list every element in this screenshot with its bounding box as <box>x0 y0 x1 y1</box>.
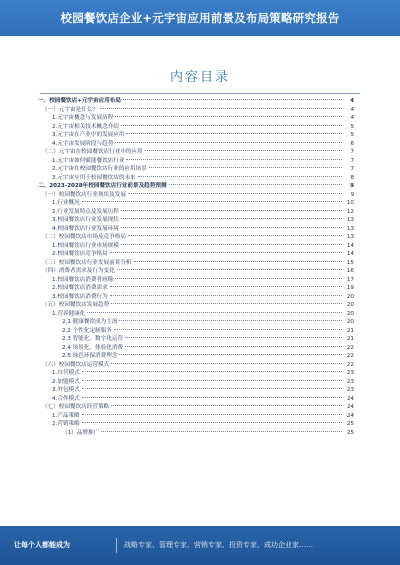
toc-entry-text: （1）品牌推广 <box>62 429 100 436</box>
toc-entry[interactable] <box>38 276 354 285</box>
toc-entry[interactable] <box>38 131 354 140</box>
toc-entry-text: 1.元宇宙如何赋能餐饮店行业 <box>52 157 125 164</box>
toc-page-number: 9 <box>350 183 354 189</box>
toc-entry[interactable] <box>38 233 354 242</box>
toc-entry[interactable] <box>38 327 354 336</box>
toc-page-number: 8 <box>350 174 354 181</box>
toc-leader-dots <box>82 422 342 423</box>
toc-entry[interactable] <box>38 216 354 225</box>
toc-page-number: 6 <box>350 140 354 147</box>
toc-leader-dots <box>82 388 342 389</box>
toc-entry-text: 1.自营模式 <box>52 370 80 376</box>
toc-entry[interactable] <box>38 267 354 276</box>
toc-entry[interactable] <box>38 318 354 327</box>
toc-entry[interactable] <box>38 208 354 217</box>
toc-leader-dots <box>111 405 342 406</box>
toc-page-number: 7 <box>350 157 354 164</box>
toc-entry[interactable] <box>38 123 354 132</box>
toc-page-number: 14 <box>346 251 354 257</box>
toc-entry-text: （三）校园餐饮店行业发展前景分析 <box>42 259 132 266</box>
toc-entry-text: 2.5 绿色环保消费理念 <box>62 353 118 359</box>
toc-entry-text: 一、校园餐饮店+元宇宙应用布局 <box>38 98 121 104</box>
toc-entry-text: 2.营销策略 <box>52 421 80 427</box>
toc-page-number: 5 <box>350 123 354 130</box>
toc-leader-dots <box>115 278 342 279</box>
toc-leader-dots <box>145 150 342 151</box>
toc-page-number: 20 <box>346 302 354 308</box>
toc-entry-text: 2.校园餐饮店竞争格局 <box>52 251 108 257</box>
toc-entry[interactable] <box>38 242 354 251</box>
toc-page-number: 15 <box>346 259 354 266</box>
toc-leader-dots <box>134 261 342 262</box>
toc-leader-dots <box>121 210 342 211</box>
toc-entry-text: 2.校园餐饮店消费需求 <box>52 285 108 291</box>
toc-entry-text: 4.校园餐饮店行业发展环境 <box>52 225 119 232</box>
toc-leader-dots <box>138 176 342 177</box>
toc-leader-dots <box>115 116 342 117</box>
toc-leader-dots <box>111 303 342 304</box>
toc-leader-dots <box>117 269 342 270</box>
toc-entry[interactable] <box>38 412 354 421</box>
toc-entry[interactable] <box>38 106 354 115</box>
toc-leader-dots <box>125 337 342 338</box>
toc-divider <box>40 93 360 94</box>
toc-entry-text: （一）元宇宙是什么？ <box>42 106 98 113</box>
toc-entry[interactable] <box>38 369 354 378</box>
toc-page-number: 25 <box>346 429 354 436</box>
toc-entry-text: 2.3 智能化、数字化运营 <box>62 336 124 342</box>
toc-entry[interactable] <box>38 403 354 412</box>
toc-leader-dots <box>82 414 342 415</box>
toc-entry[interactable] <box>38 352 354 361</box>
toc-entry-text: 2.元宇宙在校园餐饮店行业的应用场景 <box>52 166 147 172</box>
toc-entry-text: （七）校园餐饮店经营策略 <box>42 404 110 410</box>
toc-leader-dots <box>114 329 342 330</box>
toc-page-number: 24 <box>346 412 354 419</box>
toc-entry[interactable] <box>38 97 354 106</box>
toc-page-number: 23 <box>346 387 354 393</box>
toc-leader-dots <box>82 371 342 372</box>
toc-entry[interactable] <box>38 140 354 149</box>
toc-entry-text: 4.元宇宙发展阶段与趋势 <box>52 140 114 147</box>
toc-entry-text: （四）消费者需求及行为变化 <box>42 268 115 274</box>
toc-leader-dots <box>121 125 342 126</box>
toc-entry-text: 3.元宇宙在产业中的发展应用 <box>52 132 125 138</box>
toc-entry-text: （二）元宇宙在校园餐饮店行业中的应用 <box>42 149 143 155</box>
toc-leader-dots <box>110 286 342 287</box>
toc-entry-text: 2.1 健康餐饮成为主流 <box>62 319 118 325</box>
table-of-contents <box>38 97 354 437</box>
toc-entry[interactable] <box>38 182 354 191</box>
toc-entry[interactable] <box>38 148 354 157</box>
toc-leader-dots <box>119 320 342 321</box>
toc-entry-text: （二）校园餐饮店市场及竞争格局 <box>42 234 126 240</box>
toc-leader-dots <box>110 295 342 296</box>
toc-leader-dots <box>82 397 342 398</box>
toc-entry[interactable] <box>38 420 354 429</box>
toc-page-number: 21 <box>346 327 354 334</box>
toc-entry-text: 2.4 场景化、体验化消费 <box>62 344 124 351</box>
toc-leader-dots <box>87 312 342 313</box>
toc-entry-text: （五）校园餐饮店发展趋势 <box>42 302 110 308</box>
toc-entry-text: 2.行业发展特点及发展历程 <box>52 208 119 215</box>
toc-entry[interactable] <box>38 293 354 302</box>
toc-leader-dots <box>121 244 342 245</box>
toc-entry[interactable] <box>38 191 354 200</box>
toc-page-number: 24 <box>346 404 354 410</box>
toc-page-number: 24 <box>346 395 354 402</box>
report-title-banner <box>0 0 400 36</box>
toc-page-number: 4 <box>350 98 354 104</box>
toc-leader-dots <box>121 218 342 219</box>
toc-entry[interactable] <box>38 284 354 293</box>
toc-page-number: 7 <box>350 166 354 172</box>
toc-entry-text: 3.校园餐饮店消费行为 <box>52 293 108 300</box>
toc-entry[interactable] <box>38 174 354 183</box>
toc-entry-text: 1.产品策略 <box>52 412 80 419</box>
toc-entry-text: 4.合作模式 <box>52 395 80 402</box>
toc-entry[interactable] <box>38 361 354 370</box>
toc-page-number: 4 <box>350 115 354 121</box>
toc-leader-dots <box>125 346 342 347</box>
toc-page-number: 9 <box>350 191 354 198</box>
toc-entry[interactable] <box>38 165 354 174</box>
toc-entry[interactable] <box>38 225 354 234</box>
toc-page-number: 13 <box>346 225 354 232</box>
toc-leader-dots <box>169 184 342 185</box>
toc-entry[interactable] <box>38 301 354 310</box>
toc-leader-dots <box>110 252 342 253</box>
toc-entry[interactable] <box>38 310 354 319</box>
toc-leader-dots <box>100 108 342 109</box>
footer-services: 战略专家、管理专家、营销专家、投资专家、成功企业家…… <box>124 541 313 549</box>
toc-page-number: 19 <box>346 285 354 291</box>
toc-leader-dots <box>123 99 342 100</box>
toc-entry[interactable] <box>38 259 354 268</box>
toc-page-number: 25 <box>346 421 354 427</box>
toc-entry[interactable] <box>38 250 354 259</box>
toc-leader-dots <box>101 431 342 432</box>
toc-page-number: 14 <box>346 242 354 249</box>
toc-leader-dots <box>126 159 342 160</box>
toc-entry-text: 3.校园餐饮店行业发展现状 <box>52 217 119 223</box>
toc-entry[interactable] <box>38 395 354 404</box>
toc-page-number: 10 <box>346 200 354 206</box>
toc-page-number: 13 <box>346 217 354 223</box>
toc-page-number: 21 <box>346 336 354 342</box>
toc-page-number: 23 <box>346 378 354 385</box>
toc-entry[interactable] <box>38 335 354 344</box>
toc-entry-text: 3.外包模式 <box>52 387 80 393</box>
toc-leader-dots <box>126 133 342 134</box>
footer-slogan: 让每个人都能成为 <box>14 541 70 549</box>
toc-entry-text: 1.校园餐饮店消费者画像 <box>52 276 114 283</box>
toc-page-number: 4 <box>350 106 354 113</box>
toc-page-number: 16 <box>346 268 354 274</box>
toc-page-number: 22 <box>346 361 354 368</box>
toc-entry-text: 2.加盟模式 <box>52 378 80 385</box>
toc-entry[interactable] <box>38 157 354 166</box>
toc-page-number: 17 <box>346 276 354 283</box>
toc-page-number: 20 <box>346 310 354 317</box>
toc-page-number: 20 <box>346 319 354 325</box>
toc-leader-dots <box>82 201 342 202</box>
report-title: 校园餐饮店企业+元宇宙应用前景及布局策略研究报告 <box>60 11 340 25</box>
toc-page-number: 22 <box>346 353 354 359</box>
toc-leader-dots <box>149 167 342 168</box>
toc-leader-dots <box>82 380 342 381</box>
toc-entry-text: 2.2 个性化定制服务 <box>62 327 112 334</box>
toc-entry[interactable] <box>38 378 354 387</box>
toc-leader-dots <box>128 235 342 236</box>
toc-leader-dots <box>111 363 342 364</box>
toc-page-number: 5 <box>350 132 354 138</box>
toc-entry[interactable] <box>38 199 354 208</box>
toc-page-number: 13 <box>346 234 354 240</box>
toc-entry[interactable] <box>38 344 354 353</box>
toc-entry-text: （六）校园餐饮店运营模式 <box>42 361 110 368</box>
toc-leader-dots <box>115 142 342 143</box>
toc-entry-text: 二、2023-2028年校园餐饮店行业前景及趋势预测 <box>38 183 167 189</box>
footer-separator <box>116 538 117 553</box>
toc-page-number: 7 <box>350 149 354 155</box>
toc-leader-dots <box>121 227 342 228</box>
toc-page-number: 23 <box>346 370 354 376</box>
toc-entry-text: 2.元宇宙相关技术概念介绍 <box>52 123 119 130</box>
toc-entry-text: 1.元宇宙概念与发展历程 <box>52 115 114 121</box>
toc-entry[interactable] <box>38 429 354 438</box>
toc-page-number: 22 <box>346 344 354 351</box>
toc-leader-dots <box>119 354 342 355</box>
toc-entry[interactable] <box>38 114 354 123</box>
footer-banner <box>0 526 400 565</box>
toc-leader-dots <box>128 193 342 194</box>
toc-heading: 内容目录 <box>169 70 230 85</box>
toc-entry[interactable] <box>38 386 354 395</box>
toc-entry-text: 1.行业概况 <box>52 200 80 206</box>
toc-entry-text: 1.营养健康化 <box>52 310 86 317</box>
toc-entry-text: （一）校园餐饮店行业现状及发展 <box>42 191 126 198</box>
toc-page-number: 20 <box>346 293 354 300</box>
toc-page-number: 12 <box>346 208 354 215</box>
toc-entry-text: 1.校园餐饮店行业市场规模 <box>52 242 119 249</box>
toc-entry-text: 3.元宇宙应用于校园餐饮店的未来 <box>52 174 136 181</box>
